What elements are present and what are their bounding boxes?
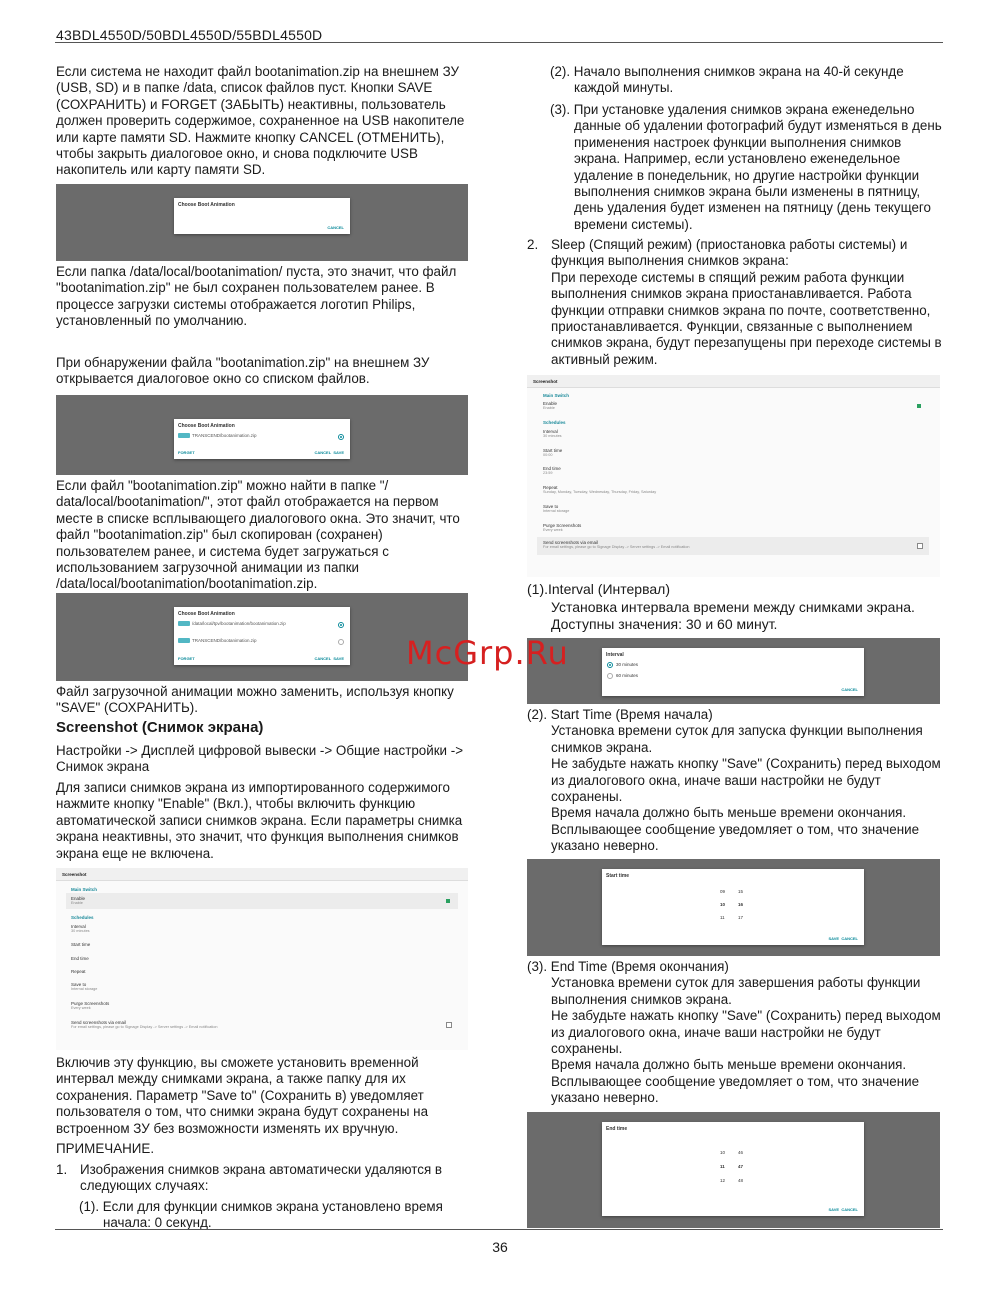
dialog-buttons <box>314 656 344 661</box>
start-time-item[interactable]: Start time <box>71 942 91 947</box>
settings-title: Screenshot <box>527 375 940 388</box>
cancel-button[interactable]: CANCEL <box>314 450 332 455</box>
main-switch-label: Main Switch <box>543 393 570 398</box>
minute-prev: 46 <box>738 1150 744 1155</box>
footer-rule <box>55 1229 943 1230</box>
header-rule <box>55 42 943 43</box>
enable-item[interactable]: Enable Enable <box>543 401 558 410</box>
hour-current[interactable]: 10 <box>720 902 726 907</box>
note-2: 2. Sleep (Спящий режим) (приостановка работы системы) и функция выполнения снимков экрана: При переходе системы в спящий режим работа функции выполнения снимков экрана приостанавливается. Работа функции отправки снимков экрана по почте, соответственно, приостанавливается. Функции, связанные с выполнением снимков экрана, будут перезапущены при переходе системы в активный режим. <box>527 237 942 367</box>
screenshot-settings-enabled <box>527 375 940 577</box>
hour-current[interactable]: 11 <box>720 1164 725 1169</box>
minute-current[interactable]: 16 <box>738 902 744 907</box>
left-para-3: При обнаружении файла "bootanimation.zip" на внешнем ЗУ открывается диалоговое окно со списком файлов. <box>56 355 430 387</box>
left-para-6: Настройки -> Дисплей цифровой вывески -> Общие настройки -> Снимок экрана <box>56 743 464 775</box>
page-header: 43BDL4550D/50BDL4550D/55BDL4550D <box>56 27 323 43</box>
dialog-buttons <box>828 936 858 941</box>
interval-dialog <box>602 648 864 696</box>
note-heading: ПРИМЕЧАНИЕ. <box>56 1141 155 1156</box>
note-1-2: (2). Начало выполнения снимков экрана на 40-й секунде каждой минуты. <box>550 64 904 96</box>
watermark: McGrp.Ru <box>406 634 569 672</box>
start-time-section: (2). Start Time (Время начала) Установка времени суток для запуска функции выполнения снимков экрана. Не забудьте нажать кнопку "Save" (Сохранить) перед выходом из диалогового окна, иначе ваши настройки не будут сохранены. Время начала должно быть меньше времени окончания. Всплывающее сообщение уведомляет о том, что значение указано неверно. <box>527 707 941 854</box>
purge-item[interactable]: Purge Screenshots Every week <box>543 523 582 532</box>
dialog-buttons <box>841 687 858 692</box>
repeat-item[interactable]: Repeat <box>71 969 86 974</box>
save-to-item[interactable]: Save to Internal storage <box>543 504 570 513</box>
start-time-dialog <box>602 869 864 945</box>
send-email-checkbox[interactable] <box>917 543 923 549</box>
usb-icon <box>178 638 190 643</box>
cancel-button[interactable]: CANCEL <box>314 656 332 661</box>
section-heading: Screenshot (Снимок экрана) <box>56 719 264 736</box>
file-row[interactable]: /data/local/tpv/bootanimation/bootanimation.zip <box>178 621 286 626</box>
screenshot-usb-dialog <box>56 395 468 475</box>
dialog-title: Interval <box>606 652 624 658</box>
interval-section: (1).Interval (Интервал) Установка интервала времени между снимками экрана. Доступны значения: 30 и 60 минут. <box>527 581 915 632</box>
hour-next: 11 <box>720 915 725 920</box>
schedules-label: Schedules <box>71 915 94 920</box>
folder-icon <box>178 621 190 626</box>
radio-60[interactable] <box>607 673 613 679</box>
cancel-button[interactable]: CANCEL <box>841 936 858 941</box>
repeat-item[interactable]: Repeat Sunday, Monday, Tuesday, Wednesday, Thursday, Friday, Saturday <box>543 485 657 494</box>
choose-boot-dialog <box>174 607 350 665</box>
cancel-button[interactable]: CANCEL <box>327 225 344 230</box>
minute-next: 17 <box>738 915 744 920</box>
save-to-item[interactable]: Save to Internal storage <box>71 982 98 991</box>
left-para-1: Если система не находит файл bootanimation.zip на внешнем ЗУ (USB, SD) и в папке /data, список файлов пуст. Кнопки SAVE (СОХРАНИТЬ) и FORGET (ЗАБЫТЬ) неактивны, пользователь должен проверить содержимое, сохраненное на USB накопителе или карте памяти SD. Нажмите кнопку CANCEL (ОТМЕНИТЬ), чтобы закрыть диалоговое окно, и снова подключите USB накопитель или карту памяти SD. <box>56 64 465 178</box>
file-row[interactable]: TRANSCEND/bootanimation.zip <box>178 638 257 643</box>
choose-boot-dialog <box>174 198 350 234</box>
option-30-label: 30 minutes <box>616 662 639 667</box>
dialog-title: Choose Boot Animation <box>178 611 235 617</box>
dialog-title: Choose Boot Animation <box>178 423 235 429</box>
minute-next: 48 <box>738 1178 744 1183</box>
send-email-item: Send screenshots via email For email settings, please go to Signage Display -> Server settings -> Email notification <box>543 540 690 549</box>
enable-item: Enable Enable <box>71 896 86 905</box>
screenshot-empty-dialog <box>56 184 468 261</box>
save-button[interactable]: SAVE <box>828 936 840 941</box>
screenshot-interval-dialog <box>527 638 940 704</box>
screenshot-end-time-dialog <box>527 1112 940 1228</box>
main-switch-label: Main Switch <box>71 887 98 892</box>
dialog-title: End time <box>606 1126 628 1132</box>
end-time-item[interactable]: End time 23:59 <box>543 466 561 475</box>
left-para-7: Для записи снимков экрана из импортированного содержимого нажмите кнопку "Enable" (Вкл.), чтобы включить функцию автоматической записи снимков экрана. Если параметры снимка экрана неактивны, это значит, что функция выполнения снимков экрана еще не включена. <box>56 780 463 861</box>
left-para-2: Если папка /data/local/bootanimation/ пуста, это значит, что файл "bootanimation.zip" не был сохранен пользователем ранее. В процессе загрузки системы отображается логотип Philips, установленный по умолчанию. <box>56 264 457 329</box>
interval-item[interactable]: Interval 30 minutes <box>71 924 90 933</box>
save-button[interactable]: SAVE <box>828 1207 840 1212</box>
send-email-checkbox[interactable] <box>446 1022 452 1028</box>
forget-button[interactable]: FORGET <box>178 450 195 455</box>
save-button[interactable]: SAVE <box>333 450 344 455</box>
hour-prev: 10 <box>720 1150 726 1155</box>
option-60-label: 60 minutes <box>616 673 639 678</box>
radio-selected[interactable] <box>338 434 344 440</box>
file-row[interactable]: TRANSCEND/bootanimation.zip <box>178 433 257 438</box>
dialog-title: Start time <box>606 873 630 879</box>
settings-title: Screenshot <box>56 868 468 881</box>
end-time-item[interactable]: End time <box>71 956 89 961</box>
note-1: 1. Изображения снимков экрана автоматически удаляются в следующих случаях: <box>56 1162 443 1194</box>
interval-item[interactable]: Interval 30 minutes <box>543 429 562 438</box>
left-para-4: Если файл "bootanimation.zip" можно найти в папке "/ data/local/bootanimation/", этот файл отображается на первом месте в списке всплывающего диалогового окна. Это значит, что файл "bootanimation.zip" был скопирован (сохранен) пользователем ранее, и система будет загружаться с использованием загрузочной анимации из папки /data/local/bootanimation/bootanimation.zip. <box>56 478 460 592</box>
radio-unselected[interactable] <box>338 639 344 645</box>
enable-checkbox[interactable] <box>917 404 921 408</box>
left-para-5: Файл загрузочной анимации можно заменить, используя кнопку "SAVE" (СОХРАНИТЬ). <box>56 684 454 716</box>
hour-prev: 09 <box>720 889 726 894</box>
enable-row[interactable] <box>66 893 458 909</box>
start-time-item[interactable]: Start time 00:00 <box>543 448 563 457</box>
cancel-button[interactable]: CANCEL <box>841 1207 858 1212</box>
screenshot-settings-disabled <box>56 868 468 1050</box>
dialog-title: Choose Boot Animation <box>178 202 235 208</box>
choose-boot-dialog <box>174 419 350 459</box>
enable-checkbox[interactable] <box>446 899 450 903</box>
dialog-buttons <box>314 450 344 455</box>
dialog-buttons <box>828 1207 858 1212</box>
purge-item[interactable]: Purge Screenshots Every week <box>71 1001 110 1010</box>
send-email-item[interactable]: Send screenshots via email For email settings, please go to Signage Display -> Server settings -> Email notification <box>71 1020 218 1029</box>
forget-button[interactable]: FORGET <box>178 656 195 661</box>
left-para-8: Включив эту функцию, вы сможете установить временной интервал между снимками экрана, а также папку для их сохранения. Параметр "Save to" (Сохранить в) уведомляет пользователя о том, что снимки экрана будут сохранены на встроенном ЗУ без возможности изменять их вручную. <box>56 1055 429 1136</box>
minute-current[interactable]: 47 <box>738 1164 744 1169</box>
save-button[interactable]: SAVE <box>333 656 344 661</box>
hour-next: 12 <box>720 1178 726 1183</box>
end-time-section: (3). End Time (Время окончания) Установка времени суток для завершения работы функции выполнения снимков экрана. Не забудьте нажать кнопку "Save" (Сохранить) перед выходом из диалогового окна, иначе ваши настройки не будут сохранены. Время начала должно быть меньше времени окончания. Всплывающее сообщение уведомляет о том, что значение указано неверно. <box>527 959 941 1106</box>
schedules-label: Schedules <box>543 420 566 425</box>
note-1-3: (3). При установке удаления снимков экрана еженедельно данные об удалении фотографий будут изменяться в день применения настроек функции выполнения снимков экрана. Например, если установлено еженедельное удаление в понедельник, но другие настройки функции выполнения снимков экрана были изменены в пятницу, день удаления будет изменен на пятницу (день текущего времени системы). <box>550 102 942 232</box>
usb-icon <box>178 433 190 438</box>
radio-30[interactable] <box>607 662 613 668</box>
note-1-1: (1). Если для функции снимков экрана установлено время начала: 0 секунд. <box>79 1199 443 1231</box>
dialog-buttons <box>327 225 344 230</box>
minute-prev: 15 <box>738 889 744 894</box>
cancel-button[interactable]: CANCEL <box>841 687 858 692</box>
screenshot-start-time-dialog <box>527 859 940 956</box>
radio-selected[interactable] <box>338 622 344 628</box>
page-number: 36 <box>492 1239 508 1255</box>
end-time-dialog <box>602 1122 864 1216</box>
